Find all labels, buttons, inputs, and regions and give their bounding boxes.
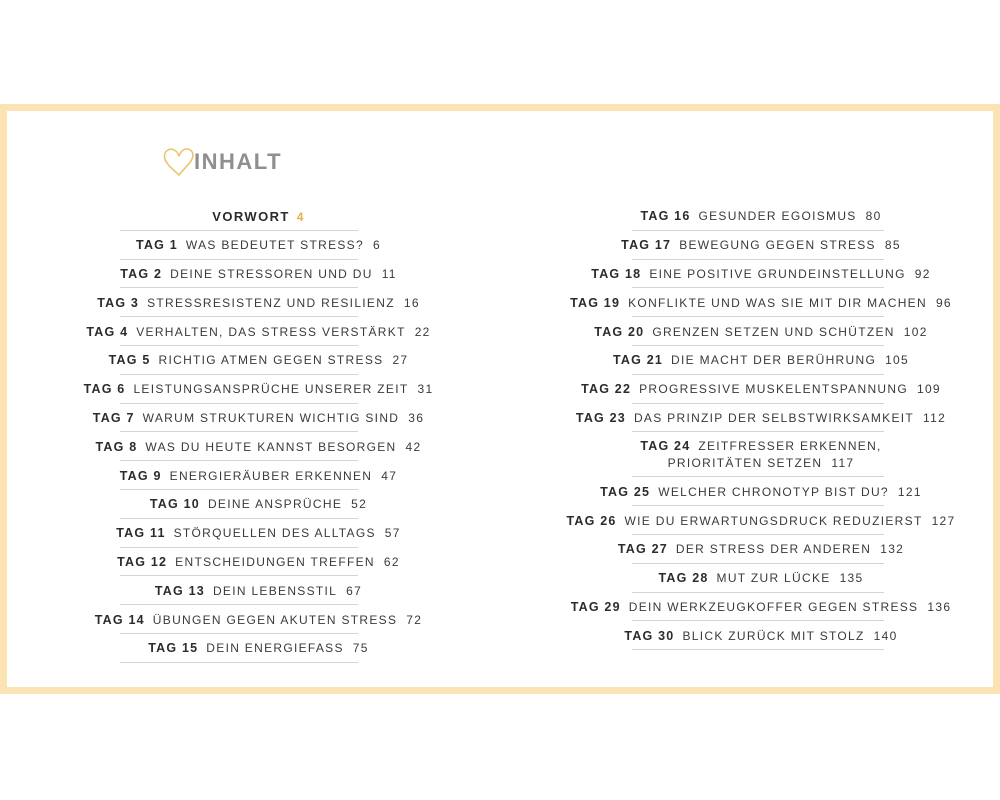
toc-column-left — [80, 202, 437, 663]
toc-entry-page-number: 47 — [381, 468, 398, 483]
toc-entry-title: WARUM STRUKTUREN WICHTIG SIND — [142, 410, 400, 425]
toc-entry-page-number: 11 — [381, 266, 397, 281]
toc-entry-page-number: 67 — [346, 583, 363, 598]
toc-entry-tag: TAG 22 — [581, 382, 632, 397]
toc-entry[interactable] — [80, 634, 437, 663]
toc-entry-tag: TAG 16 — [640, 209, 691, 224]
toc-entry-title: GESUNDER EGOISMUS — [698, 209, 857, 224]
toc-entry-title: BEWEGUNG GEGEN STRESS — [679, 238, 876, 253]
toc-entry-title: ZEITFRESSER ERKENNEN, PRIORITÄTEN SETZEN — [667, 438, 882, 470]
toc-entry-page-number: 135 — [839, 571, 864, 586]
toc-entry-page-number: 127 — [931, 513, 956, 528]
toc-entry-tag: TAG 15 — [148, 641, 199, 656]
toc-entry-page-number: 102 — [903, 324, 928, 339]
toc-entry[interactable] — [80, 548, 437, 577]
page-title: INHALT — [194, 149, 283, 174]
toc-entry[interactable] — [564, 506, 958, 535]
toc-entry[interactable] — [80, 461, 437, 490]
toc-entry-tag: TAG 23 — [575, 410, 626, 425]
toc-entry[interactable] — [80, 231, 437, 260]
toc-entry-page-number: 31 — [417, 382, 434, 397]
toc-entry-page-number: 109 — [916, 382, 941, 397]
toc-entry[interactable] — [564, 260, 958, 289]
toc-entry-tag: TAG 24 — [640, 438, 691, 453]
toc-entry-page-number: 22 — [414, 324, 431, 339]
toc-entry[interactable] — [564, 288, 958, 317]
toc-entry-page-number: 121 — [897, 484, 922, 499]
toc-entry-tag: TAG 17 — [621, 238, 672, 253]
toc-column-right — [564, 202, 958, 650]
toc-entry[interactable] — [80, 404, 437, 433]
toc-entry[interactable] — [80, 260, 437, 289]
toc-entry-tag: TAG 14 — [94, 612, 145, 627]
toc-entry[interactable] — [80, 519, 437, 548]
toc-entry-tag: VORWORT — [212, 208, 290, 224]
toc-entry-title: ENERGIERÄUBER ERKENNEN — [169, 468, 373, 483]
toc-entry-tag: TAG 11 — [116, 526, 166, 541]
toc-entry-page-number: 140 — [873, 628, 898, 643]
toc-entry-page-number: 132 — [880, 542, 905, 557]
toc-entry-page-number: 16 — [403, 295, 420, 310]
toc-entry-page-number: 105 — [885, 353, 909, 368]
heart-icon — [162, 145, 196, 179]
toc-entry-tag: TAG 4 — [86, 324, 129, 339]
toc-entry-tag: TAG 28 — [658, 571, 709, 586]
toc-entry-title: DIE MACHT DER BERÜHRUNG — [671, 353, 877, 368]
toc-entry-tag: TAG 5 — [108, 353, 151, 368]
toc-entry-page-number: 136 — [927, 599, 952, 614]
toc-entry-tag: TAG 20 — [594, 324, 645, 339]
toc-entry[interactable] — [80, 346, 437, 375]
toc-entry-page-number: 96 — [935, 295, 952, 310]
toc-heading — [162, 144, 282, 180]
toc-entry[interactable] — [564, 375, 958, 404]
toc-entry-title: DEIN ENERGIEFASS — [206, 641, 344, 656]
toc-entry-page-number: 36 — [408, 410, 425, 425]
toc-entry[interactable] — [564, 564, 958, 593]
toc-entry-page-number: 4 — [296, 209, 305, 224]
toc-entry-title: VERHALTEN, DAS STRESS VERSTÄRKT — [136, 324, 406, 339]
toc-entry-tag: TAG 8 — [95, 439, 138, 454]
toc-entry-tag: TAG 18 — [591, 266, 642, 281]
toc-entry-title: ÜBUNGEN GEGEN AKUTEN STRESS — [152, 612, 398, 627]
toc-entry-title: MUT ZUR LÜCKE — [716, 571, 831, 586]
toc-entry[interactable] — [80, 490, 437, 519]
toc-entry-title: DEIN WERKZEUGKOFFER GEGEN STRESS — [628, 599, 919, 614]
toc-entry-title: STÖRQUELLEN DES ALLTAGS — [173, 526, 376, 541]
toc-entry-title: WAS BEDEUTET STRESS? — [185, 238, 364, 253]
toc-entry-title: GRENZEN SETZEN UND SCHÜTZEN — [652, 324, 895, 339]
toc-entry-title: ENTSCHEIDUNGEN TREFFEN — [175, 554, 375, 569]
toc-entry[interactable] — [564, 231, 958, 260]
toc-entry-title: DER STRESS DER ANDEREN — [675, 542, 872, 557]
toc-entry[interactable] — [564, 346, 958, 375]
toc-entry[interactable] — [564, 404, 958, 433]
toc-entry-tag: TAG 27 — [617, 542, 668, 557]
toc-entry-title: WELCHER CHRONOTYP BIST DU? — [658, 484, 889, 499]
toc-entry-page-number: 6 — [372, 238, 381, 253]
toc-entry-title: DEINE STRESSOREN UND DU — [170, 266, 373, 281]
toc-entry-title: WAS DU HEUTE KANNST BESORGEN — [145, 439, 397, 454]
toc-entry-page-number: 112 — [923, 410, 947, 425]
toc-entry-tag: TAG 13 — [154, 583, 205, 598]
toc-entry-tag: TAG 21 — [613, 353, 664, 368]
toc-entry-tag: TAG 12 — [117, 554, 168, 569]
toc-entry[interactable] — [564, 535, 958, 564]
toc-entry-page-number: 92 — [914, 266, 931, 281]
toc-entry-tag: TAG 30 — [624, 628, 675, 643]
toc-entry-tag: TAG 2 — [120, 266, 163, 281]
toc-entry-page-number: 42 — [405, 439, 422, 454]
toc-entry[interactable] — [80, 317, 437, 346]
toc-entry[interactable] — [564, 202, 958, 231]
toc-entry-page-number: 52 — [351, 497, 368, 512]
toc-entry-title: RICHTIG ATMEN GEGEN STRESS — [158, 353, 384, 368]
toc-entry-tag: TAG 29 — [570, 599, 621, 614]
toc-entry-title: DAS PRINZIP DER SELBSTWIRKSAMKEIT — [633, 410, 915, 425]
toc-entry[interactable] — [564, 432, 958, 477]
toc-entry-tag: TAG 26 — [566, 513, 617, 528]
toc-entry-tag: TAG 10 — [149, 497, 200, 512]
toc-entry-title: KONFLIKTE UND WAS SIE MIT DIR MACHEN — [628, 295, 927, 310]
toc-entry-title: LEISTUNGSANSPRÜCHE UNSERER ZEIT — [133, 382, 409, 397]
toc-entry[interactable] — [80, 375, 437, 404]
toc-entry-title: WIE DU ERWARTUNGSDRUCK REDUZIERST — [624, 513, 923, 528]
toc-entry-page-number: 62 — [383, 554, 400, 569]
toc-entry[interactable] — [564, 621, 958, 650]
toc-entry-page-number: 57 — [384, 526, 401, 541]
toc-entry-tag: TAG 1 — [136, 238, 178, 253]
toc-entry-tag: TAG 9 — [119, 468, 162, 483]
toc-entry-title: DEINE ANSPRÜCHE — [207, 497, 343, 512]
toc-entry[interactable] — [80, 576, 437, 605]
toc-entry-title: STRESSRESISTENZ UND RESILIENZ — [147, 295, 395, 310]
toc-entry-page-number: 75 — [352, 641, 369, 656]
toc-entry[interactable] — [80, 432, 437, 461]
toc-entry-page-number: 27 — [392, 353, 409, 368]
toc-entry-tag: TAG 25 — [600, 484, 651, 499]
toc-entry-page-number: 72 — [406, 612, 423, 627]
toc-entry-tag: TAG 3 — [97, 295, 140, 310]
toc-entry-page-number: 85 — [884, 238, 901, 253]
toc-entry-vorwort[interactable] — [80, 202, 437, 231]
toc-entry-page-number: 117 — [831, 455, 855, 470]
toc-entry[interactable] — [80, 288, 437, 317]
toc-entry-title: EINE POSITIVE GRUNDEINSTELLUNG — [649, 266, 906, 281]
toc-entry-tag: TAG 19 — [570, 295, 621, 310]
toc-entry-page-number: 80 — [865, 209, 882, 224]
toc-entry[interactable] — [564, 593, 958, 622]
toc-entry-tag: TAG 7 — [92, 410, 135, 425]
toc-entry[interactable] — [80, 605, 437, 634]
toc-entry-tag: TAG 6 — [83, 382, 126, 397]
toc-entry-title: DEIN LEBENSSTIL — [212, 583, 338, 598]
toc-entry[interactable] — [564, 317, 958, 346]
toc-entry-title: BLICK ZURÜCK MIT STOLZ — [682, 628, 865, 643]
toc-entry-title: PROGRESSIVE MUSKELENTSPANNUNG — [639, 382, 908, 397]
toc-entry[interactable] — [564, 477, 958, 506]
